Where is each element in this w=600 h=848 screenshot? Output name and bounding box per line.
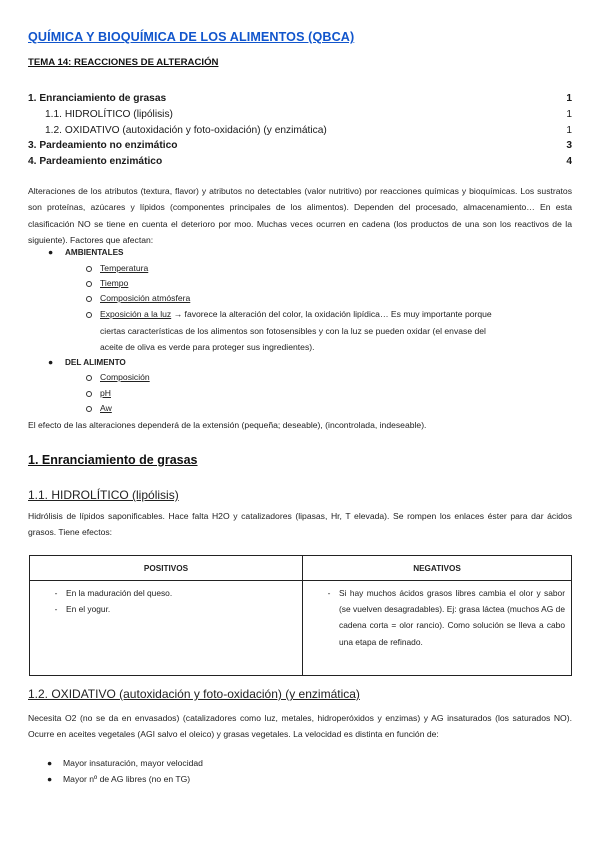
- circle-bullet-icon: [86, 391, 92, 397]
- light-exposure-item: [100, 306, 572, 356]
- negativo-text: Si hay muchos ácidos grasos libres cambia el olor y sabor (se vuelven desagradables). Ej: grasa láctea (muchos AG de cadena corta = olor rancio). Como solución se lleva a cabo una etapa de refinado.: [339, 588, 565, 647]
- circle-bullet-icon: [86, 375, 92, 381]
- light-exposure-label: Exposición a la luz: [100, 309, 172, 319]
- table-header-positivos: POSITIVOS: [30, 556, 303, 581]
- positivos-cell: [30, 581, 303, 676]
- toc-entry-page: 1: [566, 125, 572, 136]
- toc-entry-label: 1.1. HIDROLÍTICO (lipólisis): [45, 109, 173, 120]
- bullet-icon: ●: [47, 758, 53, 768]
- effects-table: [29, 555, 572, 676]
- toc-entry[interactable]: [28, 156, 572, 167]
- toc-entry-label: 4. Pardeamiento enzimático: [28, 156, 163, 167]
- table-row: [30, 581, 572, 676]
- circle-bullet-icon: [86, 296, 92, 302]
- toc-entry-label: 3. Pardeamiento no enzimático: [28, 140, 178, 151]
- negativos-cell: [303, 581, 572, 676]
- bullet-icon: ●: [47, 774, 53, 784]
- toc-entry[interactable]: [28, 140, 572, 151]
- factor-item: pH: [100, 388, 111, 398]
- topic-title: TEMA 14: REACCIONES DE ALTERACIÓN: [28, 57, 219, 68]
- toc-entry-label: 1.2. OXIDATIVO (autoxidación y foto-oxidación) (y enzimática): [45, 125, 327, 136]
- positivo-text: En la maduración del queso.: [66, 588, 173, 598]
- light-exposure-text-3: aceite de oliva es verde para proteger sus ingredientes).: [100, 342, 315, 352]
- subsection-heading: 1.1. HIDROLÍTICO (lipólisis): [28, 488, 179, 502]
- list-item: - En el yogur.: [46, 601, 296, 617]
- toc-entry[interactable]: [28, 93, 572, 104]
- bullet-icon: ●: [48, 247, 54, 257]
- toc-entry-page: 1: [566, 93, 572, 104]
- factor-item: Composición atmósfera: [100, 293, 191, 303]
- oxidative-paragraph: Necesita O2 (no se da en envasados) (catalizadores como luz, metales, hidroperóxidos y enzimas) y AG insaturados (los saturados NO). Ocurre en aceites vegetales (AGI salvo el oleico) y grasas vegetales. La velocidad es distinta en función de:: [28, 713, 572, 740]
- table-header-row: [30, 556, 572, 581]
- toc-entry-page: 4: [566, 156, 572, 167]
- hydrolytic-paragraph: Hidrólisis de lípidos saponificables. Hace falta H2O y catalizadores (lipasas, Hr, T elevada). Se rompen los enlaces éster para dar ácidos grasos. Tiene efectos:: [28, 511, 572, 538]
- toc-entry-page: 1: [566, 109, 572, 120]
- toc-entry-page: 3: [566, 140, 572, 151]
- factor-group-label: AMBIENTALES: [65, 248, 124, 257]
- light-exposure-text-2: ciertas características de los alimentos son fotosensibles y con la luz se pueden oxidar (el envase del: [100, 325, 486, 336]
- circle-bullet-icon: [86, 266, 92, 272]
- positivo-text: En el yogur.: [66, 604, 111, 614]
- toc-entry-label: 1. Enranciamiento de grasas: [28, 93, 167, 104]
- table-header-negativos: NEGATIVOS: [303, 556, 572, 581]
- list-item: - Si hay muchos ácidos grasos libres cambia el olor y sabor (se vuelven desagradables). Ej: grasa láctea (muchos AG de cadena corta = olor rancio). Como solución se lleva a cabo una etapa de refinado.: [319, 585, 565, 650]
- intro-paragraph: Alteraciones de los atributos (textura, flavor) y atributos no detectables (valor nutritivo) por reacciones químicas y bioquímicas. Los sustratos son proteínas, azúcares y lípidos (componentes principales de los alimentos). Dependen del procesado, almacenamiento… En esta clasificación NO se tiene en cuenta el deterioro por moo. Muchas veces ocurren en cadena (los productos de una son los reactivos de la siguiente). Factores que afectan:: [28, 186, 572, 246]
- bullet-icon: ●: [48, 357, 54, 367]
- list-item: Mayor insaturación, mayor velocidad: [63, 758, 203, 768]
- circle-bullet-icon: [86, 312, 92, 318]
- factor-item: Aw: [100, 403, 112, 413]
- factor-item: Tiempo: [100, 278, 129, 288]
- effect-paragraph: El efecto de las alteraciones dependerá de la extensión (pequeña; deseable), (incontrolada, indeseable).: [28, 420, 427, 430]
- subsection-heading: 1.2. OXIDATIVO (autoxidación y foto-oxidación) (y enzimática): [28, 687, 360, 701]
- circle-bullet-icon: [86, 406, 92, 412]
- factor-item: Composición: [100, 372, 150, 382]
- factor-item: Temperatura: [100, 263, 149, 273]
- toc-entry[interactable]: [45, 125, 572, 136]
- light-exposure-text: → favorece la alteración del color, la oxidación lipídica… Es muy importante porque: [171, 309, 492, 319]
- list-item: Mayor nº de AG libres (no en TG): [63, 774, 191, 784]
- circle-bullet-icon: [86, 281, 92, 287]
- factor-group-label: DEL ALIMENTO: [65, 358, 126, 367]
- toc-entry[interactable]: [45, 109, 572, 120]
- section-heading: 1. Enranciamiento de grasas: [28, 453, 198, 467]
- document-title: QUÍMICA Y BIOQUÍMICA DE LOS ALIMENTOS (QBCA): [28, 30, 355, 44]
- list-item: - En la maduración del queso.: [46, 585, 296, 601]
